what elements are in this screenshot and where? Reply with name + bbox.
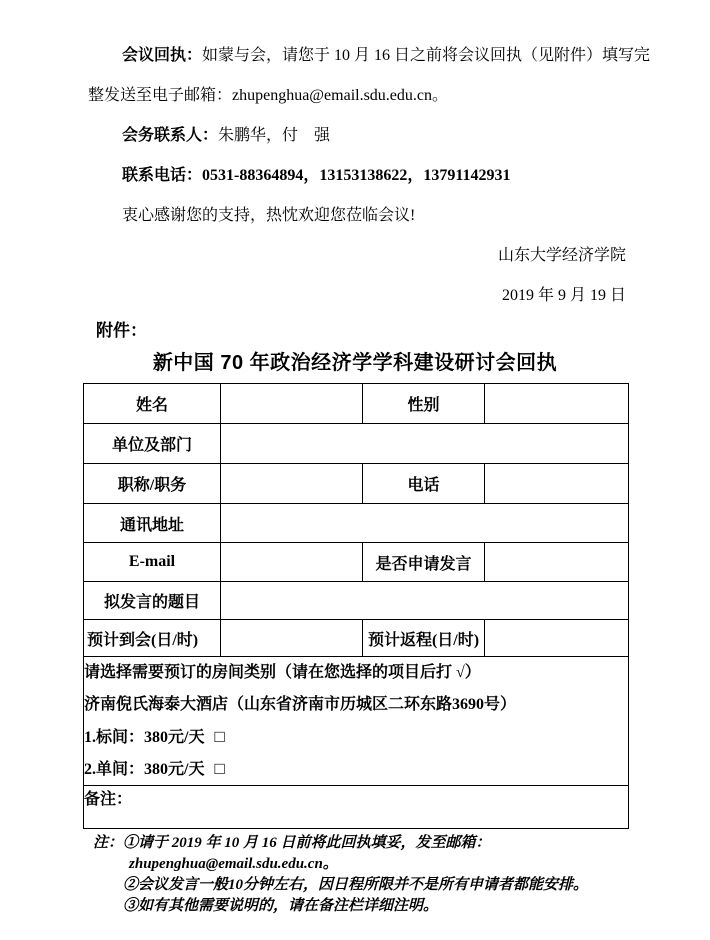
table-row: [84, 582, 629, 620]
signature-date: 2019 年 9 月 19 日: [501, 287, 626, 304]
intro-line-thanks: 衷心感谢您的支持，热忱欢迎您莅临会议!: [122, 207, 416, 224]
note-item-1-email: zhupenghua@email.sdu.edu.cn。: [129, 856, 338, 872]
form-title: 新中国 70 年政治经济学学科建设研讨会回执: [152, 352, 558, 374]
contact-label: 会务联系人：: [122, 127, 219, 144]
cell-label-gender: 性别: [363, 384, 485, 424]
cell-input-speech-request[interactable]: [485, 543, 629, 582]
room-option-standard-label: 1.标间：380元/天: [84, 729, 205, 746]
table-row: [84, 464, 629, 504]
cell-input-gender[interactable]: [485, 384, 629, 424]
table-row: [84, 620, 629, 657]
cell-input-email[interactable]: [221, 543, 363, 582]
cell-input-address[interactable]: [221, 504, 629, 543]
checkbox-single-room-icon[interactable]: □: [214, 759, 225, 778]
table-row: [84, 384, 629, 424]
cell-label-speech-request: 是否申请发言: [363, 543, 485, 582]
notes-label: 注：: [93, 835, 124, 851]
cell-label-email: E-mail: [84, 543, 221, 582]
cell-input-name[interactable]: [221, 384, 363, 424]
cell-input-return[interactable]: [485, 620, 629, 657]
cell-label-name: 姓名: [84, 384, 221, 424]
attachment-label: 附件：: [96, 321, 147, 340]
cell-label-jobtitle: 职称/职务: [84, 464, 221, 504]
reply-label: 会议回执：: [122, 47, 203, 64]
cell-input-speech-topic[interactable]: [221, 582, 629, 620]
table-row: [84, 424, 629, 464]
table-row-remark: [84, 786, 629, 829]
remark-label: 备注：: [84, 791, 133, 808]
cell-label-phone: 电话: [363, 464, 485, 504]
table-row: [84, 543, 629, 582]
room-selection-cell: [84, 657, 629, 786]
phone-label: 联系电话：: [122, 167, 203, 184]
cell-label-workunit: 单位及部门: [84, 424, 221, 464]
signature: 山东大学经济学院: [497, 247, 626, 264]
cell-label-address: 通讯地址: [84, 504, 221, 543]
room-option-single-label: 2.单间：380元/天: [84, 761, 205, 778]
intro-line-reply-2: 整发送至电子邮箱：zhupenghua@email.sdu.edu.cn。: [88, 87, 449, 104]
reply-text-line1: 如蒙与会，请您于 10 月 16 日之前将会议回执（见附件）填写完: [202, 47, 651, 64]
room-prompt: 请选择需要预订的房间类别（请在您选择的项目后打 √）: [84, 664, 481, 681]
cell-input-arrival[interactable]: [221, 620, 363, 657]
cell-input-jobtitle[interactable]: [221, 464, 363, 504]
table-row-room-selection: [84, 657, 629, 786]
table-row: [84, 504, 629, 543]
cell-input-phone[interactable]: [485, 464, 629, 504]
checkbox-standard-room-icon[interactable]: □: [214, 727, 225, 746]
footer-notes: [0, 833, 710, 917]
cell-input-workunit[interactable]: [221, 424, 629, 464]
cell-label-arrival: 预计到会(日/时): [84, 620, 221, 657]
intro-section: [0, 0, 710, 316]
cell-label-return: 预计返程(日/时): [363, 620, 485, 657]
note-item-1: ①请于 2019 年 10 月 16 日前将此回执填妥，发至邮箱：: [123, 835, 491, 851]
contact-value: 朱鹏华，付 强: [218, 127, 331, 144]
notes-items: [123, 833, 710, 917]
registration-table: [83, 383, 629, 829]
room-option-single: [84, 753, 628, 785]
note-item-2: ②会议发言一般10分钟左右，因日程所限并不是所有申请者都能安排。: [123, 877, 589, 893]
intro-line-reply: [88, 36, 651, 76]
cell-label-speech-topic: 拟发言的题目: [84, 582, 221, 620]
room-option-standard: [84, 721, 628, 753]
note-item-3: ③如有其他需要说明的，请在备注栏详细注明。: [123, 898, 439, 914]
phone-value: 0531-88364894，13153138622，13791142931: [202, 167, 511, 184]
intro-line-phone: [88, 156, 626, 196]
intro-line-contact: [88, 116, 626, 156]
hotel-info: 济南倪氏海泰大酒店（山东省济南市历城区二环东路3690号）: [84, 696, 517, 713]
remark-cell[interactable]: [84, 786, 629, 829]
